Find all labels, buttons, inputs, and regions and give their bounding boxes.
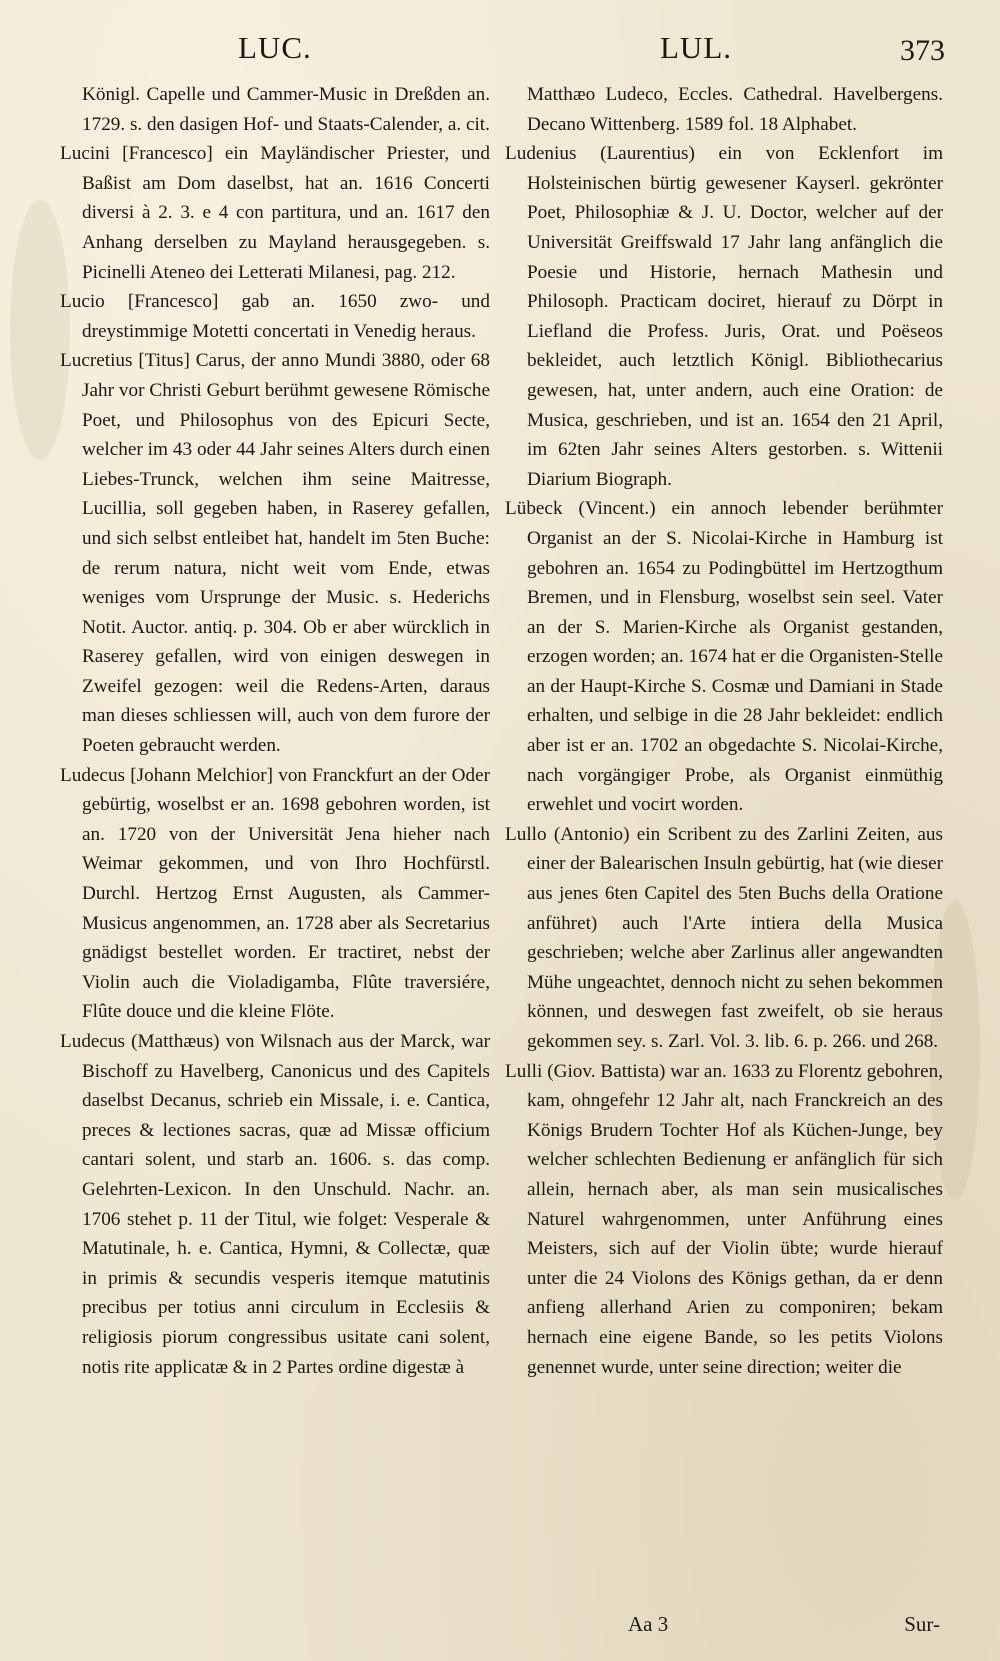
dictionary-entry: Lucretius [Titus] Carus, der anno Mundi 3880, oder 68 Jahr vor Christi Geburt berühmt gewesene Römische Poet, und Philosophus von des Epicuri Secte, welcher im 43 oder 44 Jahr seines Alters durch einen Liebes-Trunck, welchen ihm seine Maitresse, Lucillia, soll gegeben haben, in Raserey gefallen, und sich selbst entleibet hat, handelt im 5ten Buche: de rerum natura, nicht weit vom Ende, etwas weniges vom Ursprunge der Music. s. Hederichs Notit. Auctor. antiq. p. 304. Ob er aber würcklich in Raserey gefallen, wird von einigen deswegen in Zweifel gezogen: weil die Redens-Arten, daraus man dieses schliessen will, auch von dem furore der Poeten gebraucht werden.: [60, 350, 490, 757]
dictionary-entry: Ludenius (Laurentius) ein von Ecklenfort im Holsteinischen bürtig gewesener Kayserl. gekrönter Poet, Philosophiæ & J. U. Doctor, welcher auf der Universität Greiffswald 17 Jahr lang anfänglich die Poesie und Historie, hernach Mathesin und Philosoph. Practicam dociret, hierauf zu Dörpt in Liefland die Profess. Juris, Orat. und Poëseos bekleidet, auch letztlich Königl. Bibliothecarius gewesen, hat, unter andern, auch eine Oration: de Musica, geschrieben, und ist an. 1654 den 21 April, im 62ten Jahr seines Alters gestorben. s. Wittenii Diarium Biograph.: [505, 143, 943, 490]
dictionary-entry: Matthæo Ludeco, Eccles. Cathedral. Havelbergens. Decano Wittenberg. 1589 fol. 18 Alphabet.: [527, 84, 943, 135]
left-column: [60, 80, 490, 1382]
dictionary-entry: Lübeck (Vincent.) ein annoch lebender berühmter Organist an der S. Nicolai-Kirche in Hamburg ist gebohren an. 1654 zu Podingbüttel im Hertzogthum Bremen, und in Flensburg, woselbst sein seel. Vater an der S. Marien-Kirche als Organist gestanden, erzogen worden; an. 1674 hat er die Organisten-Stelle an der Haupt-Kirche S. Cosmæ und Damiani in Stade erhalten, und selbige in die 28 Jahr bekleidet: endlich aber ist er an. 1702 an obgedachte S. Nicolai-Kirche, nach vorgängiger Probe, als Organist einmüthig erwehlet und vocirt worden.: [505, 498, 943, 816]
page-number: 373: [900, 34, 945, 67]
dictionary-entry: Lucio [Francesco] gab an. 1650 zwo- und dreystimmige Motetti concertati in Venedig heraus.: [60, 291, 490, 342]
header-right-title: LUL.: [660, 30, 733, 65]
running-header: [0, 30, 1000, 70]
dictionary-entry: Ludecus [Johann Melchior] von Franckfurt an der Oder gebürtig, woselbst er an. 1698 gebohren worden, ist an. 1720 von der Universität Jena hieher nach Weimar gekommen, und von Ihro Hochfürstl. Durchl. Hertzog Ernst Augusten, als Cammer-Musicus angenommen, an. 1728 aber als Secretarius gnädigst bestellet worden. Er tractiret, nebst der Violin auch die Violadigamba, Flûte traversiére, Flûte douce und die kleine Flöte.: [60, 764, 490, 1023]
dictionary-entry: Lucini [Francesco] ein Mayländischer Priester, und Baßist am Dom daselbst, hat an. 1616 Concerti diversi à 2. 3. e 4 con partitura, und an. 1617 den Anhang derselben zu Mayland herausgegeben. s. Picinelli Ateneo dei Letterati Milanesi, pag. 212.: [60, 143, 490, 283]
dictionary-entry: Lulli (Giov. Battista) war an. 1633 zu Florentz gebohren, kam, ohngefehr 12 Jahr alt, nach Franckreich an des Königs Brudern Tochter Hof als Küchen-Junge, bey welcher schlechten Bedienung er anfänglich für sich allein, hernach aber, als man sein musicalisches Naturel wahrgenommen, unter Anführung eines Meisters, sich auf der Violin übte; wurde hierauf unter die 24 Violons des Königs gethan, da er denn anfieng allerhand Arien zu componiren; bekam hernach eine eigene Bande, so les petits Violons genennet wurde, unter seine direction; weiter die: [505, 1060, 943, 1378]
signature-mark: Aa 3: [628, 1612, 669, 1636]
dictionary-entry: Königl. Capelle und Cammer-Music in Dreßden an. 1729. s. den dasigen Hof- und Staats-Calender, a. cit.: [82, 84, 490, 135]
header-left-title: LUC.: [238, 30, 312, 65]
dictionary-entry: Lullo (Antonio) ein Scribent zu des Zarlini Zeiten, aus einer der Balearischen Insuln gebürtig, hat (wie dieser aus jenes 6ten Capitel des 5ten Buchs della Oratione anführet) auch l'Arte intiera della Musica geschrieben; welche aber Zarlinus aller angewandten Mühe ungeachtet, dennoch nicht zu sehen bekommen können, und deswegen fast zweifelt, ob sie heraus gekommen sey. s. Zarl. Vol. 3. lib. 6. p. 266. und 268.: [505, 823, 943, 1052]
catchword: Sur-: [904, 1612, 940, 1636]
page-footer: [0, 1612, 1000, 1642]
dictionary-entry: Ludecus (Matthæus) von Wilsnach aus der Marck, war Bischoff zu Havelberg, Canonicus und des Capitels daselbst Decanus, schrieb ein Missale, i. e. Cantica, preces & lectiones sacras, quæ ad Missæ officium cantari solent, und starb an. 1606. s. das comp. Gelehrten-Lexicon. In den Unschuld. Nachr. an. 1706 stehet p. 11 der Titul, wie folget: Vesperale & Matutinale, h. e. Cantica, Hymni, & Collectæ, quæ in primis & secundis vesperis itemque matutinis precibus per totius anni circulum in Ecclesiis & religiosis piorum congressibus usitate cani solent, notis rite applicatæ & in 2 Partes ordine digestæ à: [60, 1031, 490, 1378]
right-column: [505, 80, 943, 1382]
